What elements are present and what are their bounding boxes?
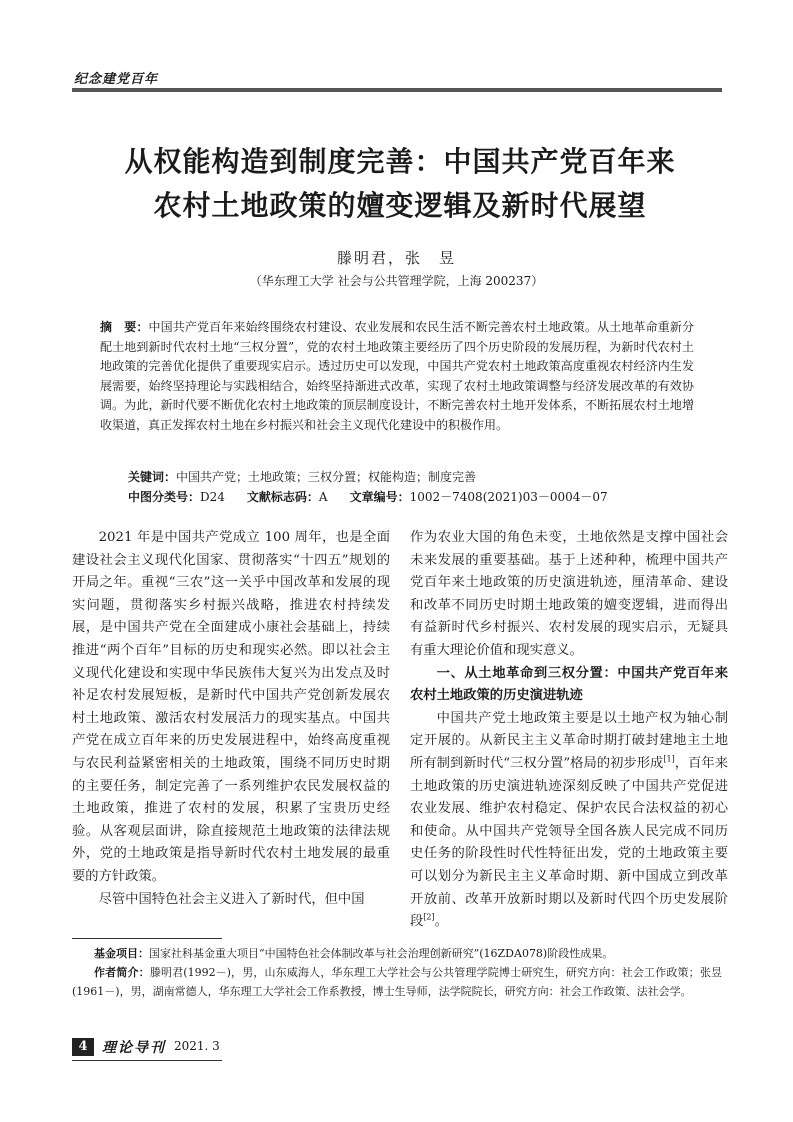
affiliation: （华东理工大学 社会与公共管理学院，上海 200237） (249, 274, 544, 288)
author-bio-text: 滕明君(1992－)，男，山东威海人，华东理工大学社会与公共管理学院博士研究生，研究方向：社会工作政策；张昱(1961－)，男，湖南常德人，华东理工大学社会工作系教授，博士生导师，法学院院长，研究方向：社会工作政策、法社会学。 (72, 966, 722, 998)
clc-label: 中图分类号： (128, 490, 201, 504)
clc-value: D24 (200, 490, 225, 504)
footnote-rule (72, 938, 222, 939)
authors: 滕明君，张 昱 (336, 249, 456, 267)
funding-text: 国家社科基金重大项目“中国特色社会体制改革与社会治理创新研究”(16ZDA078)阶段性成果。 (149, 947, 614, 960)
classification (128, 488, 608, 505)
title-line-2: 农村土地政策的嬗变逻辑及新时代展望 (153, 189, 647, 222)
footer-rule (72, 1060, 222, 1061)
body-paragraph: 尽管中国特色社会主义进入了新时代，但中国 (98, 891, 365, 907)
journal-name: 理论导刊 (102, 1040, 166, 1056)
body-paragraph: 2021 年是中国共产党成立 100 周年，也是全面建设社会主义现代化国家、贯彻落实“十四五”规划的开局之年。重视“三农”这一关乎中国改革和发展的现实问题，贯彻落实乡村振兴战略，推进农村持续发展，是中国共产党在全面建成小康社会基础上，持续推进“两个百年”目标的历史和现实必然。即以社会主义现代化建设和实现中华民族伟大复兴为出发点及时补足农村发展短板，是新时代中国共产党创新发展农村土地政策、激活农村发展活力的现实基点。中国共产党在成立百年来的历史发展进程中，始终高度重视与农民利益紧密相关的土地政策，围绕不同历史时期的主要任务，制定完善了一系列维护农民发展权益的土地政策，推进了农村的发展，积累了宝贵历史经验。从客观层面讲，除直接规范土地政策的法律法规外，党的土地政策是指导新时代农村土地发展的最重要的方针政策。 (72, 530, 390, 884)
funding-note (72, 944, 722, 963)
footnotes (72, 944, 722, 1001)
body-paragraph (410, 708, 728, 934)
paragraph-text: ，百年来土地政策的历史演进轨迹深刻反映了中国共产党促进农业发展、维护农村稳定、保护农民合法权益的初心和使命。从中国共产党领导全国各族人民完成不同历史任务的阶段性时代性特征出发，党的土地政策主要可以划分为新民主主义革命时期、新中国成立到改革开放前、改革开放新时期以及新时代四个历史发展阶段 (410, 755, 728, 930)
funding-label: 基金项目： (94, 947, 149, 960)
article-number-label: 文章编号： (349, 490, 410, 504)
citation-ref[interactable]: [1] (663, 754, 675, 764)
section-heading: 一、从土地革命到三权分置：中国共产党百年来农村土地政策的历史演进轨迹 (410, 665, 728, 704)
keywords-label: 关键词： (128, 470, 177, 484)
article-number-value: 1002－7408(2021)03－0004－07 (409, 490, 608, 504)
paragraph-text: 中国共产党土地政策主要是以土地产权为轴心制定开展的。从新民主主义革命时期打破封建地主土地所有制到新时代“三权分置”格局的初步形成 (410, 710, 728, 771)
author-bio-label: 作者简介： (94, 966, 150, 979)
journal-issue: 2021. 3 (174, 1039, 220, 1053)
keywords (128, 468, 476, 485)
article-title (60, 140, 740, 228)
doc-code-label: 文献标志码： (246, 490, 319, 504)
body-column-right (410, 527, 728, 934)
abstract-label: 摘 要： (100, 320, 149, 334)
page-number: 4 (72, 1038, 94, 1056)
abstract (100, 318, 694, 435)
section-label: 纪念建党百年 (74, 72, 159, 87)
paragraph-text: 。 (434, 914, 448, 930)
author-note (72, 963, 722, 1001)
abstract-text: 中国共产党百年来始终围绕农村建设、农业发展和农民生活不断完善农村土地政策。从土地革命重新分配土地到新时代农村土地“三权分置”，党的农村土地政策主要经历了四个历史阶段的发展历程，为新时代农村土地政策的完善优化提供了重要现实启示。透过历史可以发现，中国共产党农村土地政策高度重视农村经济内生发展需要，始终坚持理论与实践相结合，始终坚持渐进式改革，实现了农村土地政策调整与经济发展改革的有效协调。为此，新时代要不断优化农村土地政策的顶层制度设计，不断完善农村土地开发体系，不断拓展农村土地增收渠道，真正发挥农村土地在乡村振兴和社会主义现代化建设中的积极作用。 (100, 320, 694, 432)
title-line-1: 从权能构造到制度完善：中国共产党百年来 (124, 145, 676, 178)
body-column-left (72, 527, 390, 911)
doc-code-value: A (318, 490, 328, 504)
keywords-text: 中国共产党；土地政策；三权分置；权能构造；制度完善 (176, 470, 477, 484)
header-rule (72, 88, 722, 92)
citation-ref[interactable]: [2] (423, 912, 435, 922)
body-paragraph: 作为农业大国的角色未变，土地依然是支撑中国社会未来发展的重要基础。基于上述种种，梳理中国共产党百年来土地政策的历史演进轨迹，厘清革命、建设和改革不同历史时期土地政策的嬗变逻辑，进而得出有益新时代乡村振兴、农村发展的现实启示，无疑具有重大理论价值和现实意义。 (410, 530, 728, 658)
